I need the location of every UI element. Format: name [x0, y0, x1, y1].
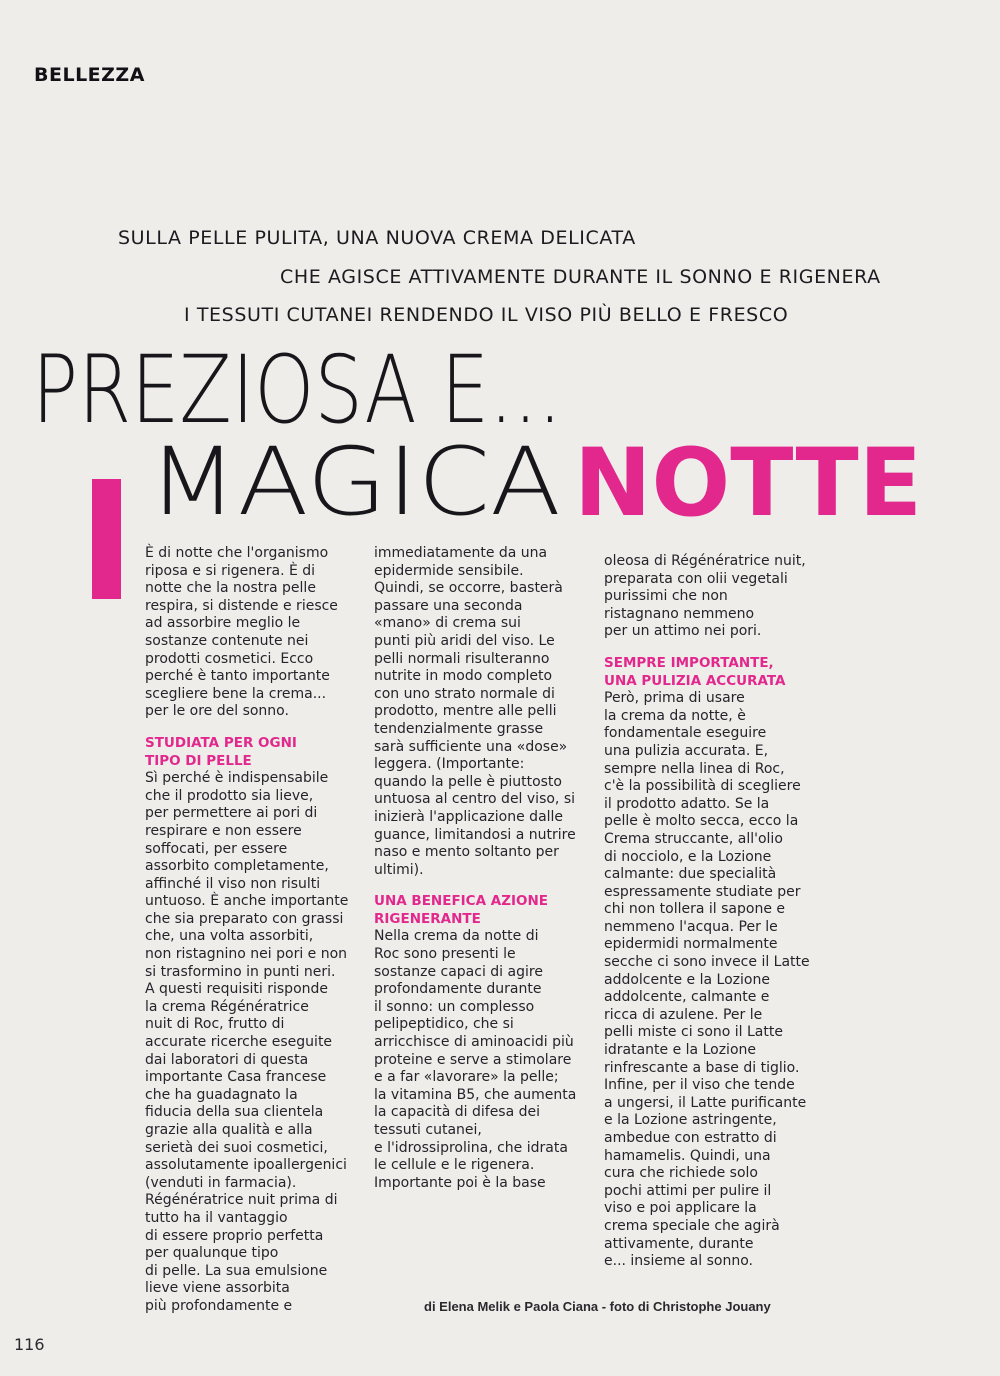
body-text-line: dai laboratori di questa — [145, 1051, 309, 1068]
body-text-line: assorbito completamente, — [145, 858, 329, 875]
body-text-line: pelipeptidico, che si — [374, 1016, 514, 1033]
body-text-line: guance, limitandosi a nutrire — [374, 826, 576, 843]
byline-credit: di Elena Melik e Paola Ciana - foto di Christophe Jouany — [424, 1299, 771, 1314]
body-text-line: ricca di azulene. Per le — [604, 1006, 763, 1023]
body-text-line: leggera. (Importante: — [374, 756, 525, 773]
body-text-line: calmante: due specialità — [604, 866, 777, 883]
body-text-line: più profondamente e — [145, 1297, 293, 1314]
body-text-line: prodotti cosmetici. Ecco — [145, 650, 314, 667]
body-text-line: Sì perché è indispensabile — [145, 770, 329, 787]
body-text-line: affinché il viso non risulti — [145, 875, 321, 892]
body-text-line: notte che la nostra pelle — [145, 580, 316, 597]
body-text-line: prodotto, mentre alle pelli — [374, 703, 557, 720]
body-text-line: la crema da notte, è — [604, 707, 746, 724]
body-text-line: che il prodotto sia lieve, — [145, 787, 314, 804]
section-heading: STUDIATA PER OGNI — [145, 734, 297, 751]
body-text-line: secche ci sono invece il Latte — [604, 954, 810, 971]
body-text-line: inizierà l'applicazione dalle — [374, 808, 564, 825]
body-text-line: non ristagnino nei pori e non — [145, 946, 348, 963]
body-text-line: per permettere ai pori di — [145, 805, 318, 822]
subtitle-line-3: I TESSUTI CUTANEI RENDENDO IL VISO PIÙ BELLO E FRESCO — [184, 304, 789, 326]
body-text-line: sarà sufficiente una «dose» — [374, 738, 568, 755]
body-text-line: idratante e la Lozione — [604, 1042, 756, 1059]
body-text-line: c'è la possibilità di scegliere — [604, 778, 801, 795]
body-text-line: È di notte che l'organismo — [145, 545, 329, 561]
body-text-line: pelli miste ci sono il Latte — [604, 1024, 783, 1041]
body-text-line: arricchisce di aminoacidi più — [374, 1034, 574, 1051]
body-text-line: chi non tollera il sapone e — [604, 901, 786, 918]
body-text-line: espressamente studiate per — [604, 883, 801, 900]
body-text-line: che, una volta assorbiti, — [145, 928, 314, 945]
body-text-line: epidermide sensibile. — [374, 562, 524, 579]
body-text-line: tendenzialmente grasse — [374, 720, 544, 737]
body-text-line: ad assorbire meglio le — [145, 615, 301, 632]
body-text-line: riposa e si rigenera. È di — [145, 562, 316, 579]
body-text-line: e l'idrossiprolina, che idrata — [374, 1139, 568, 1156]
body-text-line: (venduti in farmacia). — [145, 1174, 297, 1191]
paragraph-gap — [604, 641, 810, 655]
article-column-3 — [604, 553, 810, 1271]
body-text-line: una pulizia accurata. E, — [604, 742, 769, 759]
body-text-line: profondamente durante — [374, 981, 542, 998]
body-text-line: untuosa al centro del viso, si — [374, 791, 576, 808]
body-text-line: pelli normali risulteranno — [374, 650, 550, 667]
body-text-line: il sonno: un complesso — [374, 998, 535, 1015]
section-heading: RIGENERANTE — [374, 910, 481, 927]
accent-bar — [92, 479, 121, 599]
body-text-line: attivamente, durante — [604, 1235, 754, 1252]
body-text-line: importante Casa francese — [145, 1069, 327, 1086]
body-text-line: punti più aridi del viso. Le — [374, 632, 555, 649]
body-text-line: sempre nella linea di Roc, — [604, 760, 785, 777]
body-text-line: addolcente e la Lozione — [604, 971, 770, 988]
body-text-line: fondamentale eseguire — [604, 725, 767, 742]
body-text-line: le cellule e le rigenera. — [374, 1157, 535, 1174]
body-text-line: quando la pelle è piuttosto — [374, 773, 562, 790]
body-text-line: la capacità di difesa dei — [374, 1104, 541, 1121]
body-text-line: ambedue con estratto di — [604, 1130, 777, 1146]
body-text-line: nemmeno l'acqua. Per le — [604, 918, 778, 935]
body-text-line: il prodotto adatto. Se la — [604, 795, 770, 812]
headline-accent: NOTTE — [574, 429, 922, 538]
body-text-line: di pelle. La sua emulsione — [145, 1262, 328, 1279]
body-text-line: e la Lozione astringente, — [604, 1112, 777, 1129]
body-text-line: purissimi che non — [604, 588, 728, 605]
paragraph-gap — [374, 879, 576, 893]
body-text-line: di nocciolo, e la Lozione — [604, 848, 772, 865]
body-text-line: passare una seconda — [374, 597, 523, 614]
body-text-line: hamamelis. Quindi, una — [604, 1147, 771, 1164]
body-text-line: grazie alla qualità e alla — [145, 1122, 313, 1138]
body-text-line: oleosa di Régénératrice nuit, — [604, 553, 806, 569]
body-text-line: preparata con olii vegetali — [604, 570, 788, 587]
body-text-line: scegliere bene la crema... — [145, 685, 327, 702]
body-text-line: naso e mento soltanto per — [374, 844, 559, 861]
body-text-line: nuit di Roc, frutto di — [145, 1016, 285, 1033]
body-text-line: epidermidi normalmente — [604, 936, 778, 953]
body-text-line: perché è tanto importante — [145, 668, 330, 685]
body-text-line: viso e poi applicare la — [604, 1200, 757, 1217]
body-text-line: si trasformino in punti neri. — [145, 963, 336, 980]
body-text-line: Infine, per il viso che tende — [604, 1077, 795, 1094]
body-text-line: con uno strato normale di — [374, 685, 555, 702]
body-text-line: Importante poi è la base — [374, 1174, 546, 1191]
body-text-line: per un attimo nei pori. — [604, 623, 762, 640]
body-text-line: proteine e serve a stimolare — [374, 1051, 572, 1068]
headline-line-1: PREZIOSA E... — [32, 336, 562, 445]
body-text-line: Però, prima di usare — [604, 690, 745, 707]
body-text-line: e... insieme al sonno. — [604, 1253, 753, 1270]
body-text-line: fiducia della sua clientela — [145, 1104, 324, 1121]
paragraph-gap — [145, 721, 348, 735]
body-text-line: Nella crema da notte di — [374, 928, 539, 945]
body-text-line: cura che richiede solo — [604, 1165, 758, 1182]
body-text-line: di essere proprio perfetta — [145, 1227, 324, 1244]
body-text-line: ultimi). — [374, 861, 424, 878]
body-text-line: A questi requisiti risponde — [145, 981, 329, 998]
body-text-line: Roc sono presenti le — [374, 946, 516, 963]
body-text-line: che ha guadagnato la — [145, 1086, 298, 1103]
body-text-line: nutrite in modo completo — [374, 668, 553, 685]
body-text-line: la crema Régénératrice — [145, 998, 309, 1015]
body-text-line: addolcente, calmante e — [604, 989, 770, 1006]
section-heading: UNA PULIZIA ACCURATA — [604, 672, 786, 689]
body-text-line: assolutamente ipoallergenici — [145, 1157, 347, 1174]
body-text-line: serietà dei suoi cosmetici, — [145, 1139, 328, 1156]
headline-line-2: MAGICA — [148, 428, 561, 537]
section-label: BELLEZZA — [34, 64, 145, 86]
subtitle-line-2: CHE AGISCE ATTIVAMENTE DURANTE IL SONNO E RIGENERA — [280, 266, 881, 288]
body-text-line: Régénératrice nuit prima di — [145, 1192, 338, 1209]
body-text-line: «mano» di crema sui — [374, 615, 521, 632]
article-column-2 — [374, 545, 576, 1192]
body-text-line: Quindi, se occorre, basterà — [374, 580, 563, 597]
page-number: 116 — [14, 1335, 45, 1354]
section-heading: SEMPRE IMPORTANTE, — [604, 654, 774, 671]
body-text-line: e a far «lavorare» la pelle; — [374, 1069, 559, 1086]
body-text-line: sostanze capaci di agire — [374, 963, 543, 980]
body-text-line: rinfrescante a base di tiglio. — [604, 1059, 800, 1076]
section-heading: UNA BENEFICA AZIONE — [374, 893, 548, 910]
body-text-line: tessuti cutanei, — [374, 1122, 482, 1138]
body-text-line: pochi attimi per pulire il — [604, 1182, 772, 1199]
subtitle-line-1: SULLA PELLE PULITA, UNA NUOVA CREMA DELICATA — [118, 227, 636, 249]
body-text-line: respira, si distende e riesce — [145, 597, 338, 614]
body-text-line: immediatamente da una — [374, 545, 548, 561]
body-text-line: la vitamina B5, che aumenta — [374, 1086, 577, 1103]
body-text-line: a ungersi, il Latte purificante — [604, 1094, 807, 1111]
body-text-line: che sia preparato con grassi — [145, 910, 344, 927]
body-text-line: tutto ha il vantaggio — [145, 1209, 288, 1226]
article-column-1 — [145, 545, 348, 1316]
body-text-line: Crema struccante, all'olio — [604, 830, 783, 847]
body-text-line: sostanze contenute nei — [145, 632, 309, 649]
body-text-line: untuoso. È anche importante — [145, 893, 349, 910]
body-text-line: per le ore del sonno. — [145, 703, 289, 720]
section-heading: TIPO DI PELLE — [145, 752, 252, 769]
body-text-line: soffocati, per essere — [145, 840, 288, 857]
body-text-line: pelle è molto secca, ecco la — [604, 813, 799, 830]
body-text-line: per qualunque tipo — [145, 1245, 279, 1262]
body-text-line: accurate ricerche eseguite — [145, 1034, 333, 1051]
body-text-line: crema speciale che agirà — [604, 1217, 780, 1234]
body-text-line: lieve viene assorbita — [145, 1280, 290, 1297]
body-text-line: ristagnano nemmeno — [604, 605, 755, 622]
body-text-line: respirare e non essere — [145, 822, 302, 839]
